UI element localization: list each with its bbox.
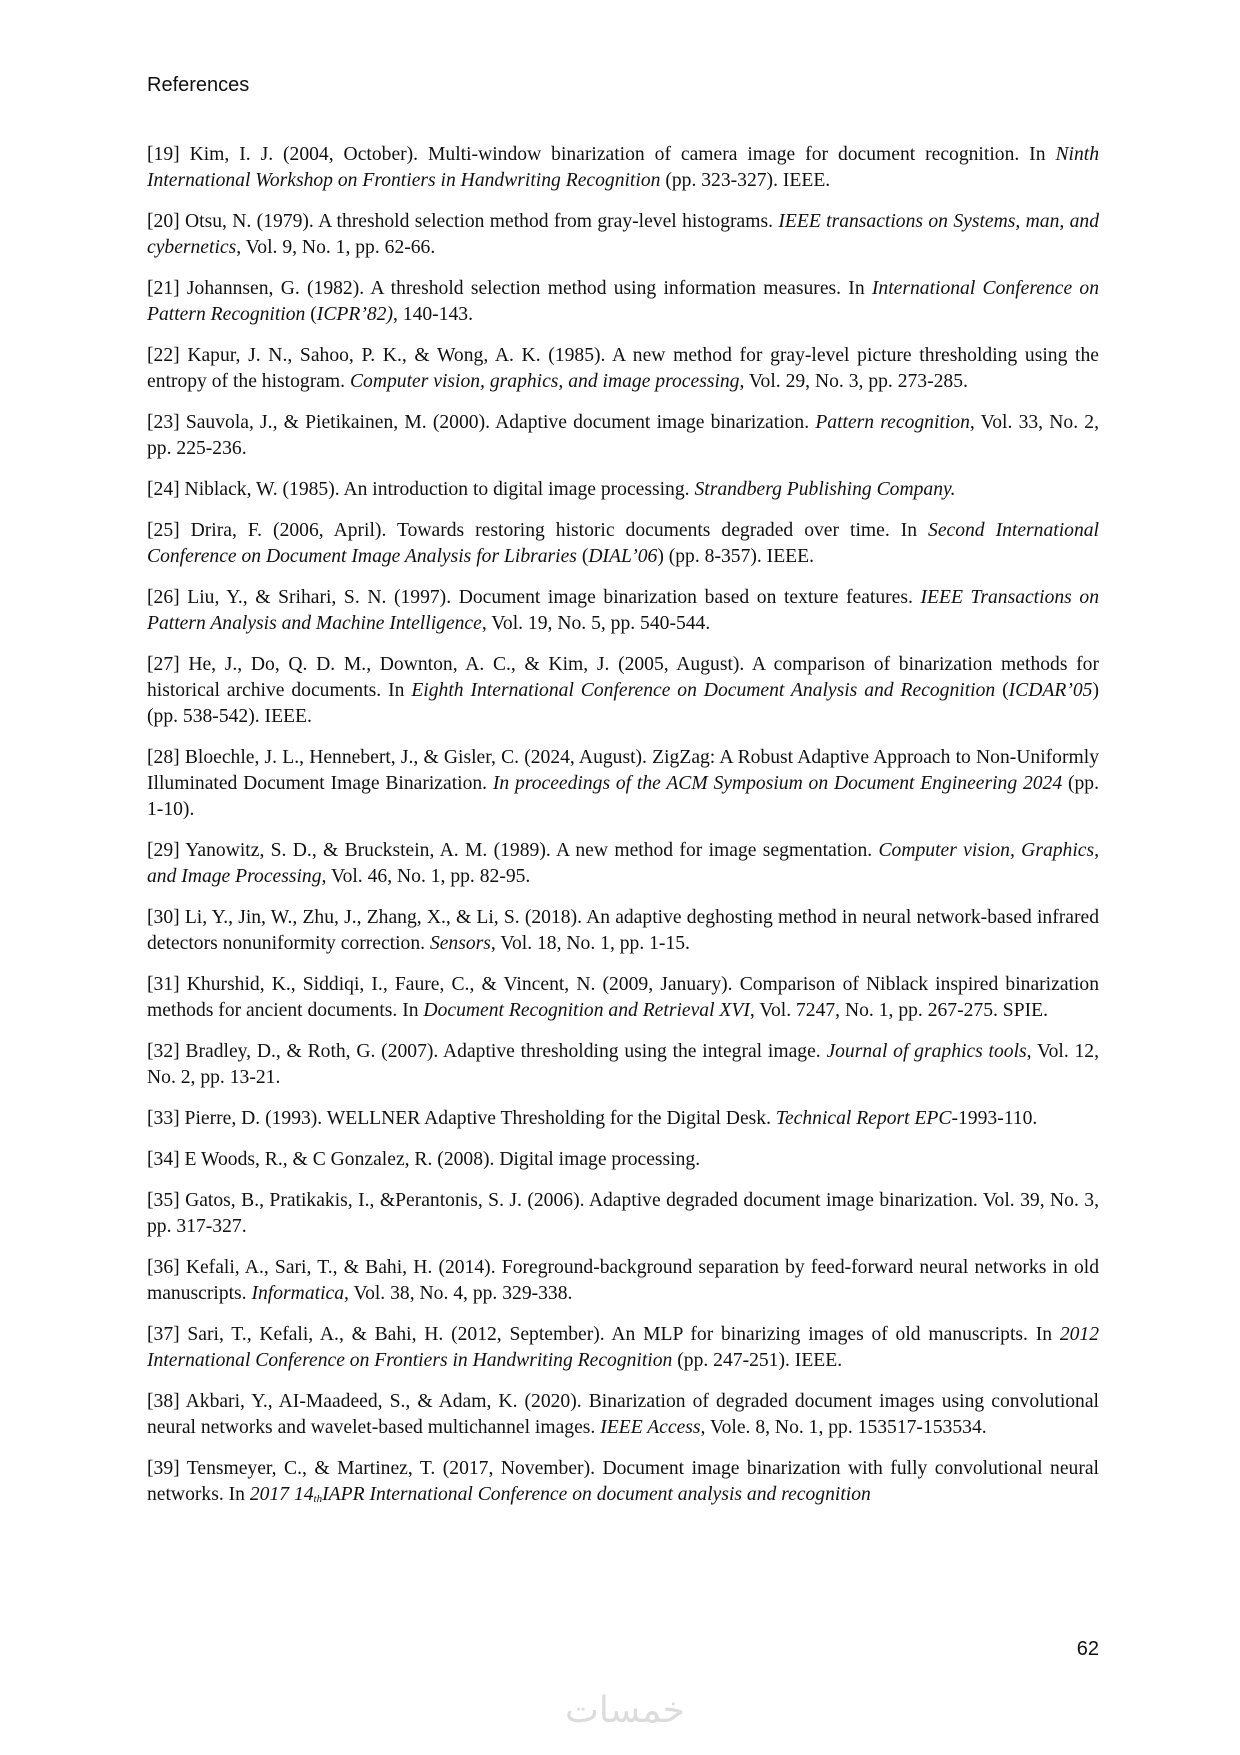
reference-text: [26] Liu, Y., & Srihari, S. N. (1997). Document image binarization based on texture features. [147,587,921,608]
page-number: 62 [1076,1638,1099,1660]
reference-text: [30] Li, Y., Jin, W., Zhu, J., Zhang, X., & Li, S. (2018). An adaptive deghosting method in neural network-based infrared detectors nonuniformity correction. [147,907,1099,954]
reference-text: , Vol. 38, No. 4, pp. 329-338. [344,1283,573,1304]
reference-entry [147,1456,1099,1508]
reference-text: (pp. 1-10). [147,773,1099,820]
reference-entry [147,477,1099,503]
reference-text: (pp. 247-251). IEEE. [672,1350,843,1371]
superscript-ordinal: th [313,1493,323,1505]
reference-entry [147,276,1099,328]
reference-entry [147,209,1099,261]
reference-source-italic: IAPR International Conference on document analysis and recognition [322,1484,871,1505]
reference-source-italic: 2017 14 [249,1484,314,1505]
reference-entry [147,1147,1099,1173]
reference-entry [147,745,1099,823]
reference-source-italic: IEEE Transactions on Pattern Analysis and Machine Intelligence [147,587,1099,634]
reference-source-italic: 2012 International Conference on Frontiers in Handwriting Recognition [147,1324,1099,1371]
reference-entry [147,1389,1099,1441]
reference-source-italic: Ninth International Workshop on Frontiers in Handwriting Recognition [147,144,1099,191]
reference-text: [20] Otsu, N. (1979). A threshold selection method from gray-level histograms. [147,211,779,232]
reference-entry [147,1255,1099,1307]
reference-text: [39] Tensmeyer, C., & Martinez, T. (2017, November). Document image binarization with fully convolutional neural networks. In [147,1458,1099,1505]
reference-text: [29] Yanowitz, S. D., & Bruckstein, A. M. (1989). A new method for image segmentation. [147,840,879,861]
reference-source-italic: Sensors [429,933,491,954]
reference-text: [32] Bradley, D., & Roth, G. (2007). Adaptive thresholding using the integral image. [147,1041,827,1062]
reference-text: [37] Sari, T., Kefali, A., & Bahi, H. (2012, September). An MLP for binarizing images of old manuscripts. In [147,1324,1060,1345]
reference-source-italic: ICDAR’05 [1008,680,1093,701]
reference-text: -1993-110. [951,1108,1038,1129]
reference-entry [147,972,1099,1024]
reference-text: , Vol. 7247, No. 1, pp. 267-275. SPIE. [749,1000,1048,1021]
reference-text: ( [995,680,1009,701]
reference-text: , Vol. 12, No. 2, pp. 13-21. [147,1041,1099,1088]
reference-entry [147,410,1099,462]
reference-text: , Vol. 19, No. 5, pp. 540-544. [481,613,711,634]
reference-text: [21] Johannsen, G. (1982). A threshold selection method using information measures. In [147,278,872,299]
reference-text: , Vol. 46, No. 1, pp. 82-95. [321,866,531,887]
reference-source-italic: Strandberg Publishing Company. [694,479,956,500]
reference-text: (pp. 323-327). IEEE. [660,170,831,191]
reference-entry [147,838,1099,890]
reference-entry [147,585,1099,637]
reference-text: [31] Khurshid, K., Siddiqi, I., Faure, C., & Vincent, N. (2009, January). Comparison of Niblack inspired binarization methods for ancient documents. In [147,974,1099,1021]
reference-source-italic: Second International Conference on Document Image Analysis for Libraries [147,520,1099,567]
section-heading: References [147,74,250,96]
reference-text: [24] Niblack, W. (1985). An introduction to digital image processing. [147,479,695,500]
reference-source-italic: International Conference on Pattern Recognition [147,278,1099,325]
reference-text: [19] Kim, I. J. (2004, October). Multi-window binarization of camera image for document recognition. In [147,144,1056,165]
reference-source-italic: In proceedings of the ACM Symposium on Document Engineering 2024 [492,773,1063,794]
reference-text: [33] Pierre, D. (1993). WELLNER Adaptive Thresholding for the Digital Desk. [147,1108,776,1129]
reference-text: [38] Akbari, Y., AI-Maadeed, S., & Adam, K. (2020). Binarization of degraded document images using convolutional neural networks and wavelet-based multichannel images. [147,1391,1099,1438]
reference-source-italic: Pattern recognition [815,412,970,433]
reference-text: , Vol. 33, No. 2, pp. 225-236. [147,412,1099,459]
reference-text: , Vol. 9, No. 1, pp. 62-66. [236,237,436,258]
reference-source-italic: Journal of graphics tools [826,1041,1027,1062]
reference-source-italic: Informatica [251,1283,344,1304]
watermark-logo: خمسات [564,1690,686,1731]
reference-text: [36] Kefali, A., Sari, T., & Bahi, H. (2014). Foreground-background separation by feed-forward neural networks in old manuscripts. [147,1257,1099,1304]
reference-text: [34] E Woods, R., & C Gonzalez, R. (2008). Digital image processing. [147,1149,701,1170]
reference-text: [23] Sauvola, J., & Pietikainen, M. (2000). Adaptive document image binarization. [147,412,816,433]
reference-source-italic: Technical Report EPC [775,1108,952,1129]
reference-text: ) (pp. 538-542). IEEE. [147,680,1099,727]
reference-text: ) (pp. 8-357). IEEE. [657,546,815,567]
reference-text: [35] Gatos, B., Pratikakis, I., &Perantonis, S. J. (2006). Adaptive degraded document image binarization. Vol. 39, No. 3, pp. 317-327. [147,1190,1099,1237]
reference-list [147,142,1099,1523]
reference-text: [25] Drira, F. (2006, April). Towards restoring historic documents degraded over time. In [147,520,929,541]
reference-text: , Vol. 18, No. 1, pp. 1-15. [490,933,690,954]
reference-source-italic: Document Recognition and Retrieval XVI [423,1000,750,1021]
reference-text: [27] He, J., Do, Q. D. M., Downton, A. C., & Kim, J. (2005, August). A comparison of binarization methods for historical archive documents. In [147,654,1099,701]
reference-source-italic: DIAL’06 [588,546,658,567]
reference-source-italic: Eighth International Conference on Document Analysis and Recognition [411,680,996,701]
reference-entry [147,1322,1099,1374]
reference-entry [147,1039,1099,1091]
reference-entry [147,518,1099,570]
reference-entry [147,652,1099,730]
reference-text: , Vole. 8, No. 1, pp. 153517-153534. [700,1417,987,1438]
reference-entry [147,905,1099,957]
reference-text: ( [576,546,589,567]
reference-text: [28] Bloechle, J. L., Hennebert, J., & Gisler, C. (2024, August). ZigZag: A Robust Adaptive Approach to Non-Uniformly Illuminated Document Image Binarization. [147,747,1099,794]
reference-text: [22] Kapur, J. N., Sahoo, P. K., & Wong, A. K. (1985). A new method for gray-level picture thresholding using the entropy of the histogram. [147,345,1099,392]
reference-entry [147,1106,1099,1132]
reference-entry [147,1188,1099,1240]
reference-text: , Vol. 29, No. 3, pp. 273-285. [739,371,968,392]
reference-source-italic: IEEE Access [600,1417,701,1438]
reference-source-italic: IEEE transactions on Systems, man, and cybernetics [147,211,1100,258]
reference-source-italic: Computer vision, graphics, and image processing [349,371,740,392]
reference-entry [147,142,1099,194]
reference-source-italic: ICPR’82) [316,304,393,325]
reference-source-italic: Computer vision, Graphics, and Image Processing [147,840,1100,887]
reference-text: , 140-143. [392,304,473,325]
reference-text: ( [305,304,317,325]
reference-entry [147,343,1099,395]
